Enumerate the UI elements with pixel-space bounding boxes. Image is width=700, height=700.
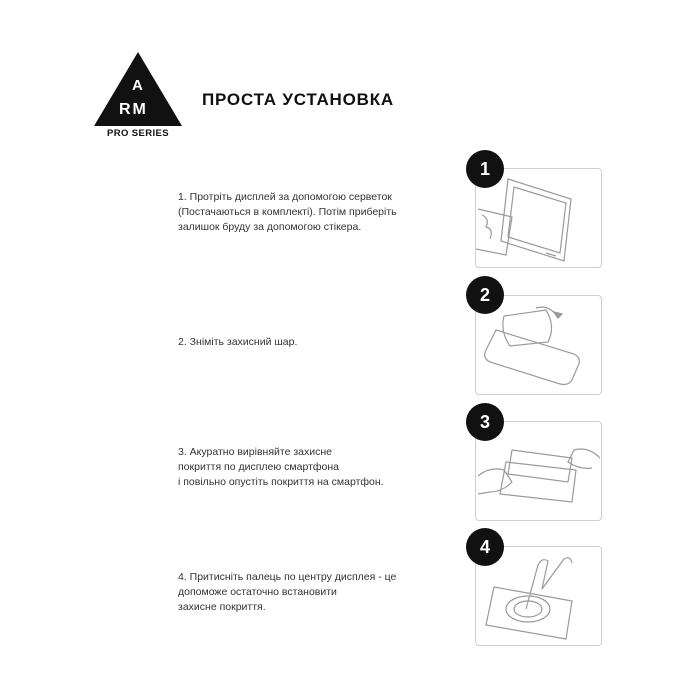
step-3-line-1: 3. Акуратно вирівняйте захисне <box>178 446 332 458</box>
step-1-line-3: залишок бруду за допомогою стікера. <box>178 221 362 233</box>
step-2-line-1: 2. Зніміть захисний шар. <box>178 336 298 348</box>
step-1-line-1: 1. Протріть дисплей за допомогою серветок <box>178 191 392 203</box>
step-4-badge: 4 <box>466 528 504 566</box>
step-4-text <box>178 570 468 615</box>
step-4-line-3: захисне покриття. <box>178 601 266 613</box>
step-4-line-2: допоможе остаточно встановити <box>178 586 337 598</box>
step-2-badge: 2 <box>466 276 504 314</box>
step-3-line-2: покриття по дисплею смартфона <box>178 461 340 473</box>
step-1-badge: 1 <box>466 150 504 188</box>
page-title: ПРОСТА УСТАНОВКА <box>202 90 394 109</box>
logo-letter-a: A <box>132 77 143 94</box>
step-3-badge: 3 <box>466 403 504 441</box>
brand-logo <box>92 50 184 142</box>
step-2-text <box>178 335 468 350</box>
step-1-line-2: (Постачаються в комплекті). Потім приберіть <box>178 206 397 218</box>
step-4-line-1: 4. Притисніть палець по центру дисплея - це <box>178 571 397 583</box>
logo-letters-rm: RM <box>119 101 148 118</box>
step-1-text <box>178 190 468 235</box>
step-3-text <box>178 445 468 490</box>
logo-subtitle: PRO SERIES <box>106 128 170 139</box>
step-3-line-3: і повільно опустіть покриття на смартфон. <box>178 476 384 488</box>
